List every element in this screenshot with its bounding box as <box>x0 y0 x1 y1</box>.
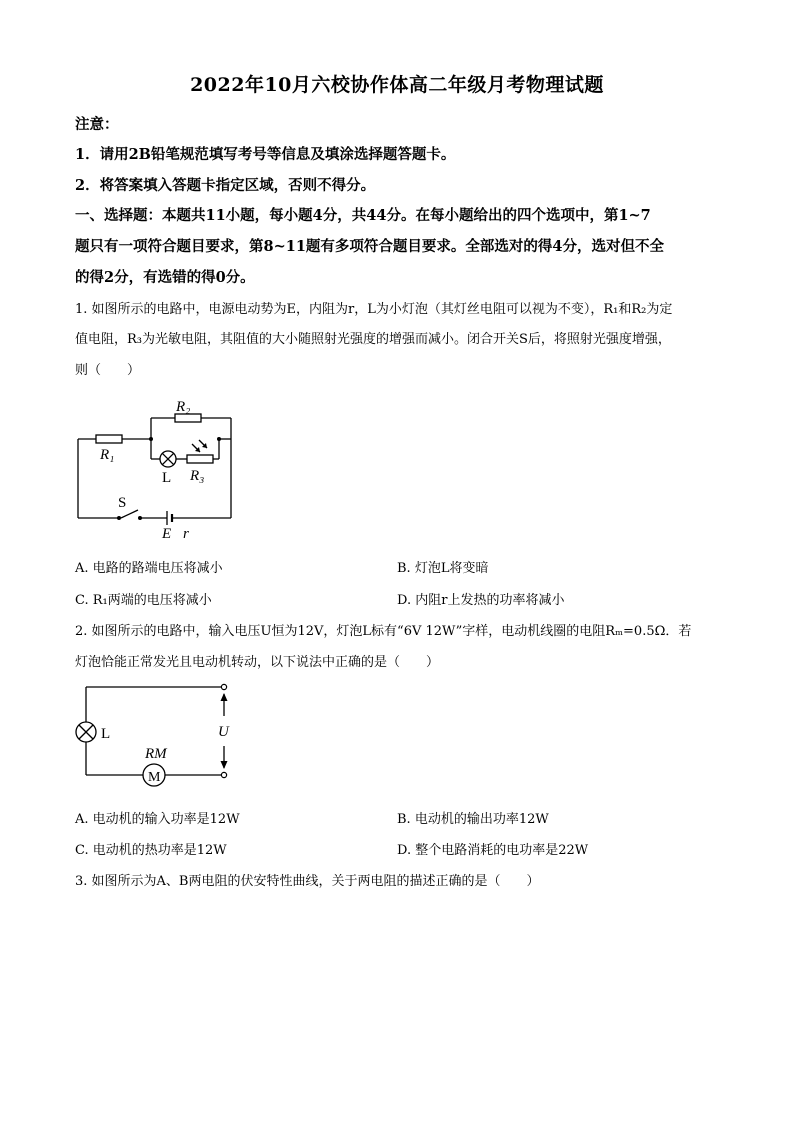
q2-option-d: D. 整个电路消耗的电功率是22W <box>397 843 589 858</box>
q1-option-b: B. 灯泡L将变暗 <box>397 561 489 576</box>
resistor-r2 <box>175 414 201 422</box>
q1-stem-line-3: 则（ ） <box>75 363 141 378</box>
label-r2: R₂ <box>176 399 191 415</box>
q2-option-b: B. 电动机的输出功率12W <box>397 812 549 827</box>
label-l: L <box>101 726 111 742</box>
notice-item-2: 2．将答案填入答题卡指定区域，否则不得分。 <box>75 177 376 194</box>
section-instructions-line-3: 的得2分，有选错的得0分。 <box>75 269 255 286</box>
label-r: r <box>183 526 189 542</box>
section-instructions-line-1: 一、选择题：本题共11小题，每小题4分，共44分。在每小题给出的四个选项中，第1~7 <box>75 207 651 224</box>
q1-option-d: D. 内阻r上发热的功率将减小 <box>397 593 565 608</box>
resistor-r3 <box>187 455 213 463</box>
q1-stem-line-2: 值电阻，R₃为光敏电阻，其阻值的大小随照射光强度的增强而减小。闭合开关S后，将照射光强度增强， <box>75 332 671 347</box>
q3-stem-line-1: 3. 如图所示为A、B两电阻的伏安特性曲线，关于两电阻的描述正确的是（ ） <box>75 874 540 889</box>
q2-stem-line-2: 灯泡恰能正常发光且电动机转动，以下说法中正确的是（ ） <box>75 655 440 670</box>
q2-stem-line-1: 2. 如图所示的电路中，输入电压U恒为12V，灯泡L标有“6V 12W”字样，电动机线圈的电阻Rₘ=0.5Ω．若 <box>75 624 692 639</box>
label-m: M <box>148 770 161 785</box>
q1-stem-line-1: 1. 如图所示的电路中，电源电动势为E，内阻为r，L为小灯泡（其灯丝电阻可以视为不变），R₁和R₂为定 <box>75 302 673 317</box>
label-r3: R₃ <box>190 468 205 484</box>
section-instructions-line-2: 题只有一项符合题目要求，第8~11题有多项符合题目要求。全部选对的得4分，选对但不全 <box>75 238 665 255</box>
label-s: S <box>118 495 127 511</box>
notice-heading: 注意： <box>75 116 119 133</box>
q1-circuit-diagram <box>60 385 260 545</box>
label-l: L <box>162 470 172 486</box>
q2-circuit-diagram <box>65 675 245 790</box>
q1-option-c: C. R₁两端的电压将减小 <box>75 593 212 608</box>
label-e: E <box>162 526 172 542</box>
label-r1: R₁ <box>100 447 115 463</box>
q1-option-a: A. 电路的路端电压将减小 <box>75 561 223 576</box>
label-rm: RM <box>145 746 167 762</box>
resistor-r1 <box>96 435 122 443</box>
switch-s <box>121 510 138 518</box>
page-title: 2022年10月六校协作体高二年级月考物理试题 <box>190 74 604 96</box>
label-u: U <box>218 724 229 740</box>
notice-item-1: 1．请用2B铅笔规范填写考号等信息及填涂选择题答题卡。 <box>75 146 456 163</box>
q2-option-a: A. 电动机的输入功率是12W <box>75 812 240 827</box>
q2-option-c: C. 电动机的热功率是12W <box>75 843 227 858</box>
